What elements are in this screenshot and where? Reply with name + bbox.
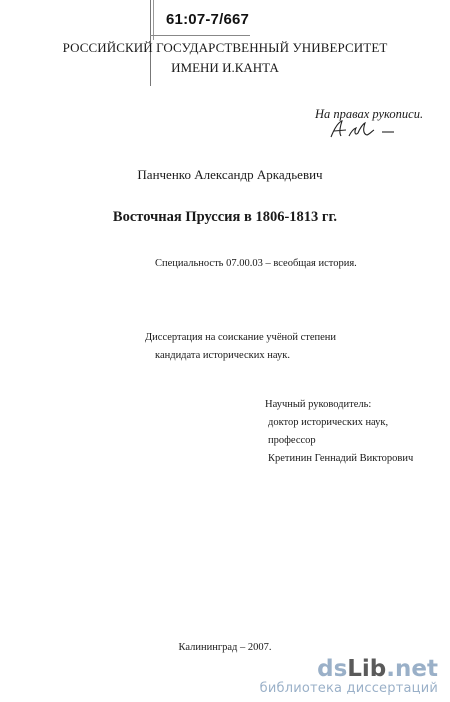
author-name: Панченко Александр Аркадьевич [137, 167, 323, 182]
supervisor-degree: доктор исторических наук, [268, 417, 389, 428]
dslib-subtitle: библиотека диссертаций [259, 681, 438, 696]
degree-statement-continued: кандидата исторических наук. [155, 350, 290, 361]
specialty-line: Специальность 07.00.03 – всеобщая история. [155, 258, 357, 269]
handwritten-signature [325, 118, 400, 147]
scan-artifact-line [150, 35, 250, 36]
dissertation-title: Восточная Пруссия в 1806-1813 гг. [112, 209, 338, 225]
dslib-logo: dsLib.net [317, 656, 438, 682]
city-year: Калининград – 2007. [178, 642, 272, 653]
scan-artifact-line [153, 0, 154, 40]
university-name-suffix: ИМЕНИ И.КАНТА [171, 60, 279, 75]
degree-statement: Диссертация на соискание учёной степени [145, 332, 337, 343]
manuscript-rights-note: На правах рукописи. [315, 107, 424, 121]
catalog-code: 61:07-7/667 [166, 11, 250, 28]
supervisor-rank: профессор [268, 435, 316, 446]
dslib-watermark [260, 657, 438, 696]
university-name: РОССИЙСКИЙ ГОСУДАРСТВЕННЫЙ УНИВЕРСИТЕТ [62, 40, 388, 55]
supervisor-label: Научный руководитель: [265, 399, 372, 410]
supervisor-name: Кретинин Геннадий Викторович [268, 453, 414, 464]
